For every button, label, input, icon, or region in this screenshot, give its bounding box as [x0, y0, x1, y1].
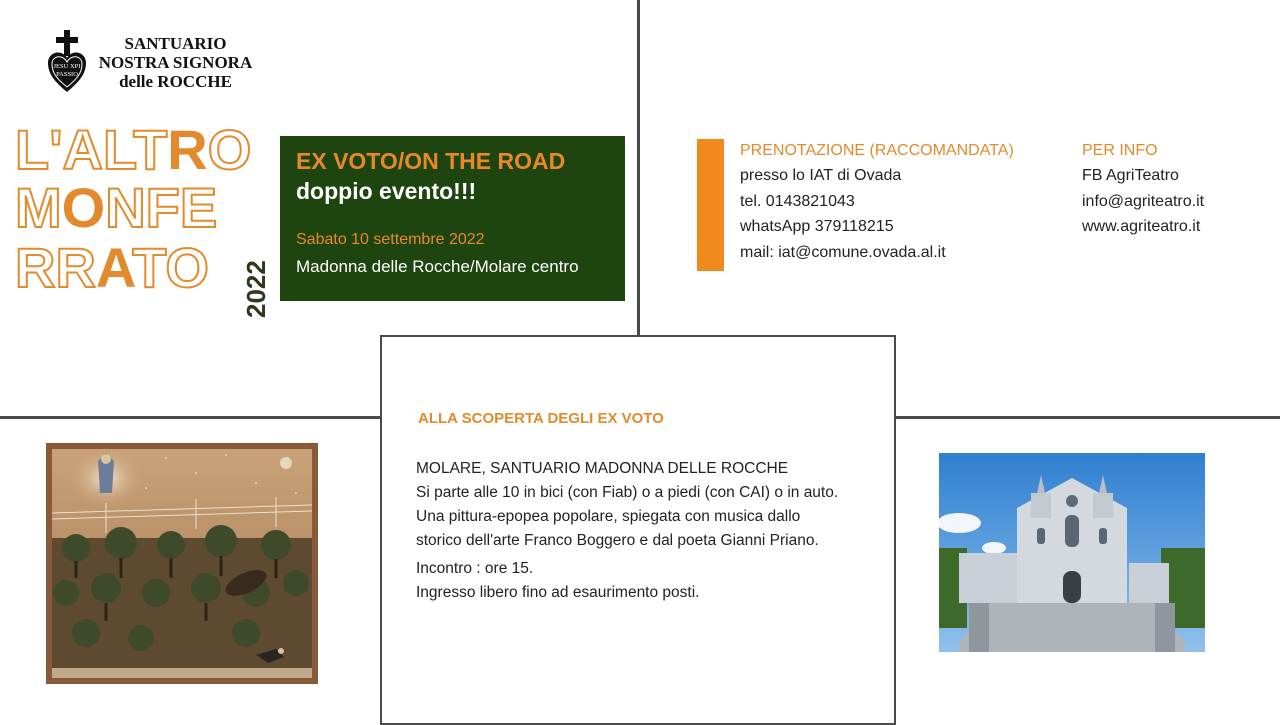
wordmark-line-1: L'ALTRO	[15, 118, 252, 181]
wordmark-line-3: RRATO	[15, 236, 209, 299]
info-title: PER INFO	[1082, 142, 1158, 159]
booking-line-2: tel. 0143821043	[740, 193, 855, 210]
sanctuary-logo-text	[88, 34, 263, 91]
sanctuary-line-1: SANTUARIO	[124, 34, 227, 53]
passionist-heart-cross-icon	[47, 30, 87, 94]
sanctuary-church-photo	[939, 453, 1205, 652]
wordmark-year: 2022	[241, 260, 271, 318]
sanctuary-line-2: NOSTRA SIGNORA	[98, 53, 253, 72]
booking-line-3: whatsApp 379118215	[740, 218, 894, 235]
divider-horizontal-left	[0, 416, 380, 419]
orange-accent-bar	[697, 139, 724, 271]
discovery-line-2: Si parte alle 10 in bici (con Fiab) o a piedi (con CAI) o in auto.	[416, 484, 839, 501]
booking-title: PRENOTAZIONE (RACCOMANDATA)	[740, 142, 1014, 159]
event-subtitle: doppio evento!!!	[296, 178, 477, 204]
discovery-line-6: Ingresso libero fino ad esaurimento posti.	[416, 584, 700, 601]
sanctuary-line-3: delle ROCCHE	[119, 72, 232, 91]
info-line-3: www.agriteatro.it	[1082, 218, 1201, 235]
divider-vertical-top	[637, 0, 640, 335]
event-title: EX VOTO/ON THE ROAD	[296, 148, 566, 174]
discovery-line-1: MOLARE, SANTUARIO MADONNA DELLE ROCCHE	[416, 460, 789, 477]
divider-horizontal-right	[896, 416, 1280, 419]
discovery-title: ALLA SCOPERTA DEGLI EX VOTO	[418, 410, 664, 427]
svg-text:PASSIO: PASSIO	[56, 71, 78, 78]
event-box	[280, 136, 625, 301]
event-date: Sabato 10 settembre 2022	[296, 231, 485, 248]
booking-line-4: mail: iat@comune.ovada.al.it	[740, 244, 946, 261]
event-location: Madonna delle Rocche/Molare centro	[296, 257, 579, 276]
svg-text:JESU XPI: JESU XPI	[53, 63, 81, 70]
discovery-panel	[380, 335, 896, 725]
discovery-line-5: Incontro : ore 15.	[416, 560, 534, 577]
wordmark-line-2: MONFE	[15, 176, 218, 239]
discovery-line-3: Una pittura-epopea popolare, spiegata con musica dallo	[416, 508, 801, 525]
booking-line-1: presso lo IAT di Ovada	[740, 167, 902, 184]
altro-monferrato-wordmark	[15, 118, 271, 318]
info-line-2: info@agriteatro.it	[1082, 193, 1205, 210]
ex-voto-painting	[46, 443, 318, 684]
info-line-1: FB AgriTeatro	[1082, 167, 1179, 184]
discovery-line-4: storico dell'arte Franco Boggero e dal poeta Gianni Priano.	[416, 532, 819, 549]
